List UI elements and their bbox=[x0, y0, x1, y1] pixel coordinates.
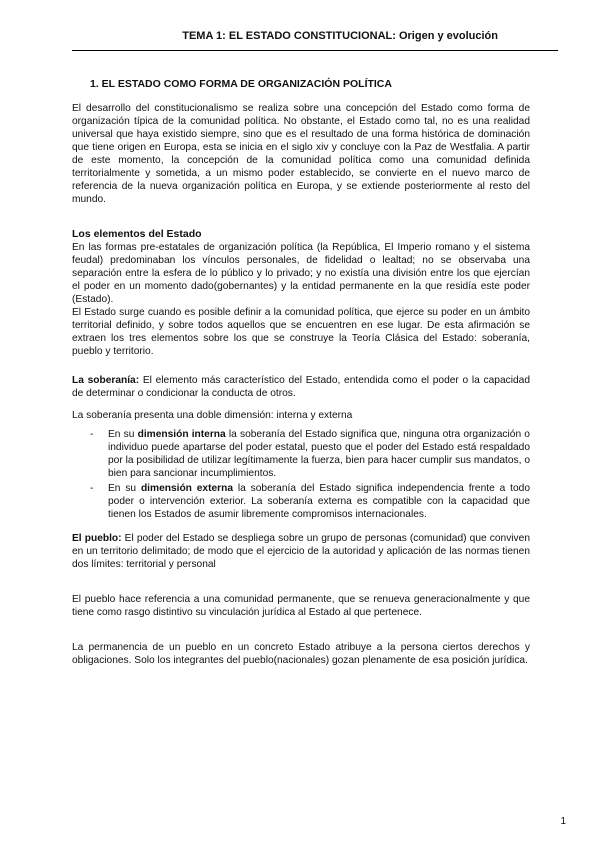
pueblo-definition: El poder del Estado se despliega sobre un grupo de personas (comunidad) que conviven en un territorio delimitado; de modo que el ejercicio de la autoridad y aplicación de las normas tienen dos límites: territorial y personal bbox=[72, 533, 530, 570]
list-item: - En su dimensión externa la soberanía del Estado significa independencia frente a todo poder o intervención exterior. La soberanía externa es compatible con la capacidad que tienen los Estados de asumir libremente compromisos internacionales. bbox=[90, 483, 530, 520]
pueblo-paragraph bbox=[72, 532, 530, 571]
soberania-term: La soberanía: bbox=[72, 375, 140, 386]
document-body bbox=[72, 78, 530, 667]
header-title: TEMA 1: EL ESTADO CONSTITUCIONAL: Origen y evolución bbox=[182, 30, 498, 42]
page-header bbox=[72, 30, 558, 51]
dimension-interna-term: dimensión interna bbox=[137, 429, 226, 440]
soberania-paragraph bbox=[72, 374, 530, 400]
pueblo-paragraph-3: La permanencia de un pueblo en un concreto Estado atribuye a la persona ciertos derechos y obligaciones. Solo los integrantes del pueblo(nacionales) gozan plenamente de esa posición jurídica. bbox=[72, 642, 530, 666]
soberania-dimensions-intro: La soberanía presenta una doble dimensión: interna y externa bbox=[72, 410, 353, 421]
list-item: - En su dimensión interna la soberanía del Estado significa que, ninguna otra organización o individuo puede apartarse del poder estatal, puesto que el poder del Estado está respaldado por la posibilidad de utilizar legítimamente la fuerza, bien para hacer cumplir sus mandatos, o bien para sancionar incumplimientos. bbox=[90, 429, 530, 479]
soberania-definition: El elemento más característico del Estado, entendida como el poder o la capacidad de determinar o condicionar la conducta de otros. bbox=[72, 375, 530, 399]
elements-paragraph-1: En las formas pre-estatales de organización política (la República, El Imperio romano y el sistema feudal) predominaban los vínculos personales, de fidelidad o lealtad; no se observaba una separación entre la esfera de lo público y lo privado; y no existía una división entre los que ejercían el poder en un momento dado(gobernantes) y la entidad permanente en la que residía este poder (Estado). bbox=[72, 242, 530, 305]
dash-bullet: - bbox=[90, 429, 94, 440]
pueblo-term: El pueblo: bbox=[72, 533, 122, 544]
page-number: 1 bbox=[560, 816, 566, 827]
intro-paragraph: El desarrollo del constitucionalismo se realiza sobre una concepción del Estado como forma de organización típica de la comunidad política. No obstante, el Estado como tal, no es una realidad universal que haya existido siempre, sino que es el resultado de una forma histórica de dominación que tiene origen en Europa, esta se inicia en el siglo xiv y concluye con la Paz de Westfalia. A partir de este momento, la concepción de la comunidad política como una comunidad definida territorialmente y sometida, a un mismo poder establecido, se convierte en el nuevo marco de referencia de la nueva organización política en Europa, y se extiende posteriormente al resto del mundo. bbox=[72, 103, 530, 205]
pueblo-paragraph-2: El pueblo hace referencia a una comunidad permanente, que se renueva generacionalmente y que tiene como rasgo distintivo su vinculación jurídica al Estado al que pertenece. bbox=[72, 594, 530, 618]
elements-paragraph-2: El Estado surge cuando es posible definir a la comunidad política, que ejerce su poder en un ámbito territorial definido, y sobre todos aquellos que se encuentren en ese lugar. De esta afirmación se extraen los tres elementos sobre los que se construye la Teoría Clásica del Estado: soberanía, pueblo y territorio. bbox=[72, 307, 530, 357]
dimension-externa-term: dimensión externa bbox=[140, 483, 234, 494]
dimensions-list bbox=[72, 428, 530, 521]
dash-bullet: - bbox=[90, 483, 94, 494]
elements-heading: Los elementos del Estado bbox=[72, 228, 202, 240]
section-title: 1. EL ESTADO COMO FORMA DE ORGANIZACIÓN POLÍTICA bbox=[90, 78, 392, 90]
